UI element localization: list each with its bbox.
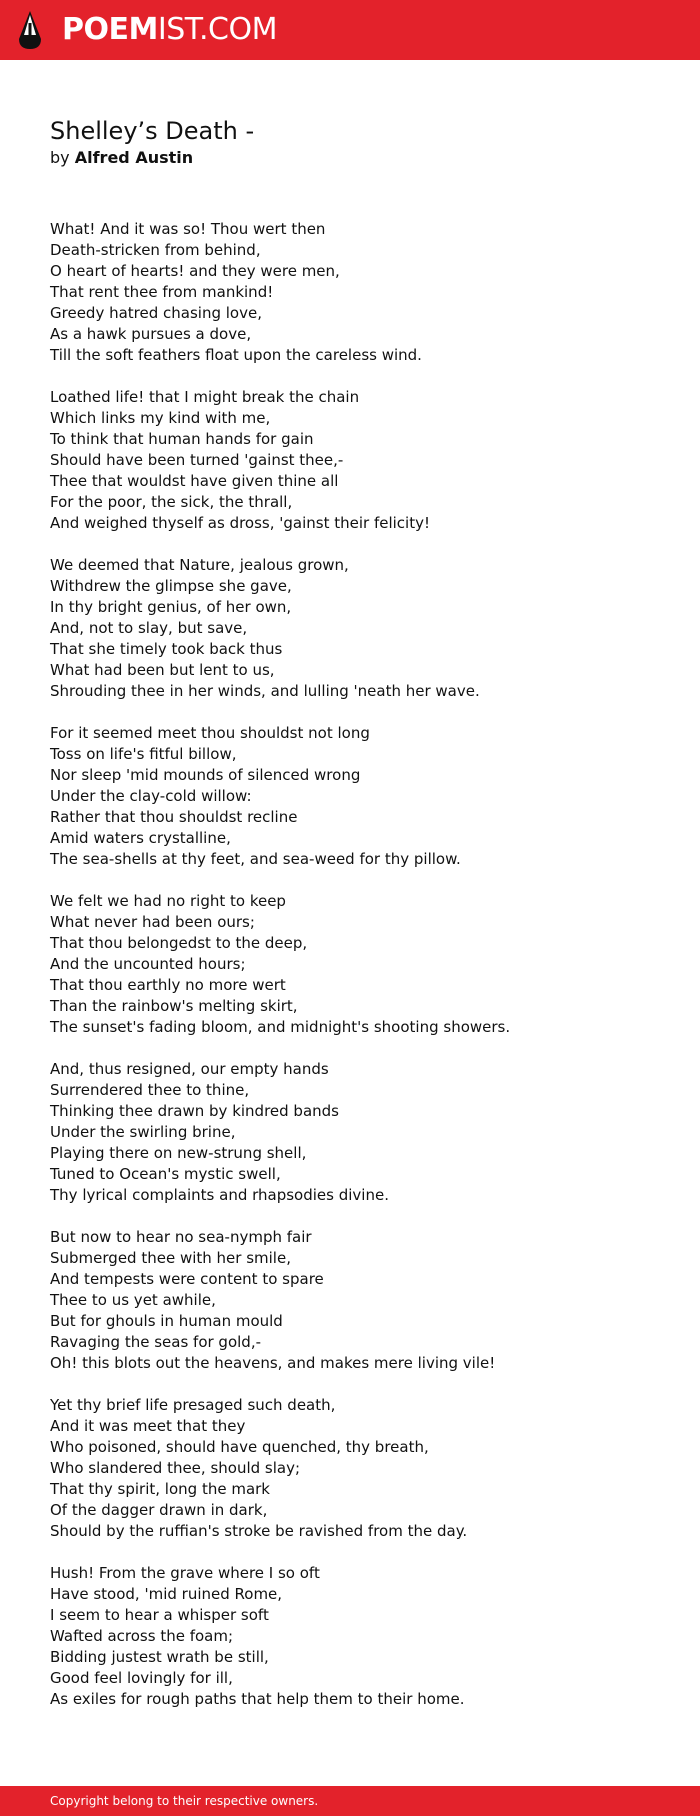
poem-line: Shrouding thee in her winds, and lulling 'neath her wave.: [50, 682, 480, 700]
poem-line: Playing there on new-strung shell,: [50, 1144, 307, 1162]
poem-line: Thinking thee drawn by kindred bands: [50, 1102, 339, 1120]
poem-line: That thou earthly no more wert: [50, 976, 286, 994]
stanza: [50, 219, 650, 366]
poem-line: For the poor, the sick, the thrall,: [50, 493, 293, 511]
poem-line: Than the rainbow's melting skirt,: [50, 997, 298, 1015]
poem-line: Death-stricken from behind,: [50, 241, 261, 259]
poem-line: Thy lyrical complaints and rhapsodies divine.: [50, 1186, 389, 1204]
poem-line: And the uncounted hours;: [50, 955, 246, 973]
poem-line: That thy spirit, long the mark: [50, 1480, 270, 1498]
poem-line: Oh! this blots out the heavens, and makes mere living vile!: [50, 1354, 496, 1372]
poem-line: Thee to us yet awhile,: [50, 1291, 216, 1309]
poem-line: Rather that thou shouldst recline: [50, 808, 298, 826]
byline: [50, 147, 193, 169]
poem-line: We felt we had no right to keep: [50, 892, 286, 910]
site-footer: [0, 1786, 700, 1816]
poem-line: Of the dagger drawn in dark,: [50, 1501, 268, 1519]
poem-line: Till the soft feathers float upon the careless wind.: [50, 346, 422, 364]
poem-line: The sunset's fading bloom, and midnight's shooting showers.: [50, 1018, 511, 1036]
poem-line: Nor sleep 'mid mounds of silenced wrong: [50, 766, 361, 784]
poem-line: Wafted across the foam;: [50, 1627, 234, 1645]
poem-line: And tempests were content to spare: [50, 1270, 324, 1288]
logo-bold-text: POEM: [62, 12, 158, 47]
poem-line: Should have been turned 'gainst thee,-: [50, 451, 344, 469]
poem-line: Thee that wouldst have given thine all: [50, 472, 339, 490]
poem-line: As a hawk pursues a dove,: [50, 325, 252, 343]
poem-line: O heart of hearts! and they were men,: [50, 262, 340, 280]
poem-title: Shelley’s Death -: [50, 117, 255, 145]
poem-line: But now to hear no sea-nymph fair: [50, 1228, 312, 1246]
poem-line: Have stood, 'mid ruined Rome,: [50, 1585, 283, 1603]
poem-line: Who slandered thee, should slay;: [50, 1459, 301, 1477]
stanza: [50, 1395, 650, 1542]
poem-line: Yet thy brief life presaged such death,: [50, 1396, 336, 1414]
poem-line: That rent thee from mankind!: [50, 283, 274, 301]
poem-line: Hush! From the grave where I so oft: [50, 1564, 320, 1582]
poem-line: That she timely took back thus: [50, 640, 283, 658]
poem-line: That thou belongedst to the deep,: [50, 934, 308, 952]
poem-line: Amid waters crystalline,: [50, 829, 231, 847]
stanza: [50, 555, 650, 702]
poem-line: I seem to hear a whisper soft: [50, 1606, 269, 1624]
poem-line: For it seemed meet thou shouldst not long: [50, 724, 370, 742]
poem-line: Ravaging the seas for gold,-: [50, 1333, 262, 1351]
poem-line: Toss on life's fitful billow,: [50, 745, 237, 763]
poem-line: Under the clay-cold willow:: [50, 787, 252, 805]
pen-nib-icon[interactable]: [16, 9, 44, 51]
stanza: [50, 387, 650, 534]
poem-line: And, not to slay, but save,: [50, 619, 248, 637]
poem-line: The sea-shells at thy feet, and sea-weed for thy pillow.: [50, 850, 461, 868]
poem-line: Withdrew the glimpse she gave,: [50, 577, 292, 595]
poem-line: Who poisoned, should have quenched, thy breath,: [50, 1438, 429, 1456]
stanza: [50, 723, 650, 870]
poem-line: Bidding justest wrath be still,: [50, 1648, 269, 1666]
poem-line: As exiles for rough paths that help them to their home.: [50, 1690, 465, 1708]
poem-line: Should by the ruffian's stroke be ravished from the day.: [50, 1522, 468, 1540]
logo-light-text: IST.COM: [157, 12, 277, 47]
site-header: [0, 0, 700, 60]
poem-line: And it was meet that they: [50, 1417, 246, 1435]
poem-line: What! And it was so! Thou wert then: [50, 220, 326, 238]
poem-line: We deemed that Nature, jealous grown,: [50, 556, 349, 574]
poem-line: And weighed thyself as dross, 'gainst their felicity!: [50, 514, 430, 532]
poem-line: Under the swirling brine,: [50, 1123, 236, 1141]
poem-line: But for ghouls in human mould: [50, 1312, 283, 1330]
byline-prefix: by: [50, 148, 70, 167]
stanza: [50, 1059, 650, 1206]
poem-line: Loathed life! that I might break the chain: [50, 388, 360, 406]
poem-line: What never had been ours;: [50, 913, 255, 931]
poem-line: Surrendered thee to thine,: [50, 1081, 250, 1099]
stanza: [50, 891, 650, 1038]
author-name: Alfred Austin: [74, 148, 194, 167]
poem-line: Submerged thee with her smile,: [50, 1249, 291, 1267]
site-logo[interactable]: [62, 10, 277, 50]
stanza: [50, 1227, 650, 1374]
copyright-text: Copyright belong to their respective owners.: [50, 1794, 319, 1808]
poem-line: In thy bright genius, of her own,: [50, 598, 292, 616]
stanza: [50, 1563, 650, 1710]
poem-line: To think that human hands for gain: [50, 430, 314, 448]
poem-line: And, thus resigned, our empty hands: [50, 1060, 329, 1078]
poem-body: [50, 219, 650, 1731]
poem-line: Which links my kind with me,: [50, 409, 271, 427]
poem-line: What had been but lent to us,: [50, 661, 275, 679]
poem-line: Greedy hatred chasing love,: [50, 304, 262, 322]
poem-line: Good feel lovingly for ill,: [50, 1669, 233, 1687]
poem-line: Tuned to Ocean's mystic swell,: [50, 1165, 281, 1183]
